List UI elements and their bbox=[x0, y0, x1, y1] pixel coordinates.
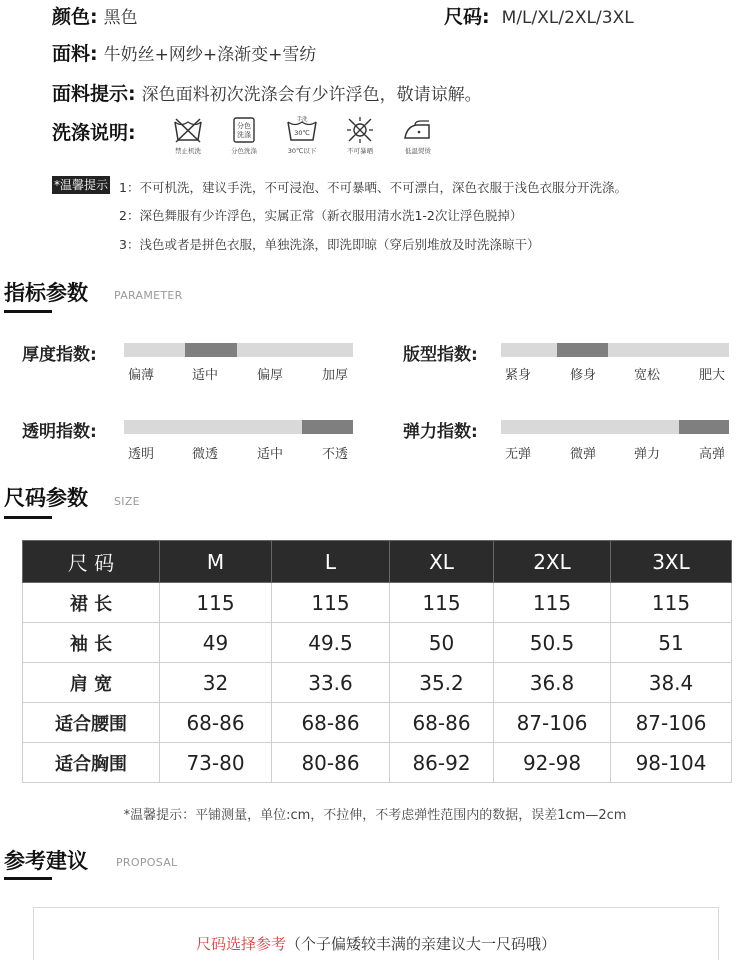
fabric-tip-value: 深色面料初次洗涤会有少许浮色，敬请谅解。 bbox=[141, 85, 482, 105]
thickness-index-bar bbox=[124, 343, 353, 357]
table-cell: 51 bbox=[611, 623, 732, 663]
hand-wash-30-icon bbox=[274, 116, 330, 162]
size-section-underline bbox=[4, 516, 52, 519]
table-cell: 32 bbox=[160, 663, 272, 703]
size-table-header: XL bbox=[390, 541, 494, 583]
table-row bbox=[23, 583, 732, 623]
fabric-tip-label: 面料提示: bbox=[52, 83, 136, 105]
no-sun-dry-icon bbox=[332, 116, 388, 162]
thickness-index-label: 厚度指数: bbox=[22, 345, 97, 365]
transparency-index-marker bbox=[302, 420, 353, 434]
fabric-value: 牛奶丝+网纱+涤渐变+雪纺 bbox=[103, 45, 317, 65]
transparency-index-label: 透明指数: bbox=[22, 422, 97, 442]
elasticity-option: 无弹 bbox=[505, 447, 532, 462]
table-cell: 115 bbox=[611, 583, 732, 623]
thickness-option: 加厚 bbox=[322, 368, 349, 383]
proposal-section-title: 参考建议 bbox=[4, 849, 88, 873]
table-cell: 98-104 bbox=[611, 743, 732, 783]
table-cell: 68-86 bbox=[160, 703, 272, 743]
table-row bbox=[23, 703, 732, 743]
thickness-option: 偏厚 bbox=[257, 368, 284, 383]
separate-wash-icon-text: 分色 bbox=[237, 122, 251, 130]
size-table-header: 尺 码 bbox=[23, 541, 160, 583]
wash-icon-caption: 不可暴晒 bbox=[347, 147, 373, 155]
size-table-header: M bbox=[160, 541, 272, 583]
table-cell: 38.4 bbox=[611, 663, 732, 703]
thickness-option: 偏薄 bbox=[128, 368, 155, 383]
param-section-underline bbox=[4, 310, 52, 313]
color-value: 黑色 bbox=[103, 8, 138, 28]
svg-text:洗涤: 洗涤 bbox=[237, 131, 251, 139]
elasticity-option: 微弹 bbox=[570, 447, 597, 462]
table-cell: 50 bbox=[390, 623, 494, 663]
size-label: 尺码: bbox=[444, 6, 490, 28]
color-label: 颜色: bbox=[52, 6, 98, 28]
elasticity-index-label: 弹力指数: bbox=[403, 422, 478, 442]
row-header: 肩 宽 bbox=[23, 663, 160, 703]
low-temp-iron-icon bbox=[390, 116, 446, 162]
wash-label: 洗涤说明: bbox=[52, 122, 136, 144]
table-cell: 115 bbox=[494, 583, 611, 623]
table-cell: 86-92 bbox=[390, 743, 494, 783]
thickness-index-marker bbox=[185, 343, 237, 357]
table-cell: 87-106 bbox=[494, 703, 611, 743]
fit-index-bar bbox=[501, 343, 729, 357]
wash-icon-caption: 分色洗涤 bbox=[231, 147, 257, 155]
wash-icon-caption: 低温熨烫 bbox=[405, 147, 431, 155]
size-table-header: L bbox=[272, 541, 390, 583]
proposal-section-underline bbox=[4, 877, 52, 880]
tip-line-3: 3：浅色或者是拼色衣服，单独洗涤，即洗即晾（穿后别堆放及时洗涤晾干） bbox=[119, 237, 540, 252]
row-header: 裙 长 bbox=[23, 583, 160, 623]
table-cell: 115 bbox=[160, 583, 272, 623]
size-table-header: 2XL bbox=[494, 541, 611, 583]
size-section-subtitle: SIZE bbox=[114, 495, 140, 508]
table-row bbox=[23, 743, 732, 783]
wash-row bbox=[52, 118, 136, 145]
color-row bbox=[52, 2, 138, 29]
fit-option: 修身 bbox=[570, 368, 597, 383]
separate-wash-icon bbox=[216, 116, 272, 162]
fit-index-label: 版型指数: bbox=[403, 345, 478, 365]
table-cell: 87-106 bbox=[611, 703, 732, 743]
fit-option: 肥大 bbox=[699, 368, 726, 383]
table-cell: 80-86 bbox=[272, 743, 390, 783]
svg-text:30℃: 30℃ bbox=[294, 129, 310, 137]
row-header: 适合胸围 bbox=[23, 743, 160, 783]
size-table-header-row bbox=[23, 541, 732, 583]
table-cell: 49 bbox=[160, 623, 272, 663]
elasticity-option: 高弹 bbox=[699, 447, 726, 462]
transparency-option: 不透 bbox=[322, 447, 349, 462]
size-table bbox=[22, 540, 732, 783]
row-header: 袖 长 bbox=[23, 623, 160, 663]
size-value: M/L/XL/2XL/3XL bbox=[501, 8, 634, 28]
elasticity-index-bar bbox=[501, 420, 729, 434]
table-row bbox=[23, 623, 732, 663]
table-cell: 36.8 bbox=[494, 663, 611, 703]
transparency-option: 适中 bbox=[257, 447, 284, 462]
table-cell: 49.5 bbox=[272, 623, 390, 663]
table-row bbox=[23, 663, 732, 703]
wash-icon-caption: 30℃以下 bbox=[287, 147, 317, 155]
size-section-title: 尺码参数 bbox=[4, 486, 88, 510]
thickness-option: 适中 bbox=[192, 368, 219, 383]
size-table-header: 3XL bbox=[611, 541, 732, 583]
fabric-row bbox=[52, 39, 316, 66]
elasticity-option: 弹力 bbox=[634, 447, 661, 462]
elasticity-index-marker bbox=[679, 420, 729, 434]
table-cell: 68-86 bbox=[272, 703, 390, 743]
table-cell: 73-80 bbox=[160, 743, 272, 783]
proposal-box bbox=[33, 907, 719, 960]
param-section-subtitle: PARAMETER bbox=[114, 289, 183, 302]
param-section-title: 指标参数 bbox=[4, 281, 88, 305]
fit-index-marker bbox=[557, 343, 608, 357]
proposal-section-subtitle: PROPOSAL bbox=[116, 856, 178, 869]
tip-line-2: 2：深色舞服有少许浮色，实属正常（新衣服用清水洗1-2次让浮色脱掉） bbox=[119, 208, 523, 223]
fit-option: 宽松 bbox=[634, 368, 661, 383]
table-cell: 92-98 bbox=[494, 743, 611, 783]
transparency-option: 透明 bbox=[128, 447, 155, 462]
fabric-tip-row bbox=[52, 79, 482, 106]
table-cell: 68-86 bbox=[390, 703, 494, 743]
size-row bbox=[444, 2, 634, 29]
fabric-label: 面料: bbox=[52, 43, 98, 65]
size-note: *温馨提示：平铺测量，单位:cm，不拉伸，不考虑弹性范围内的数据，误差1cm—2cm bbox=[123, 808, 627, 823]
proposal-text bbox=[34, 933, 718, 954]
table-cell: 33.6 bbox=[272, 663, 390, 703]
wash-icon-caption: 禁止机洗 bbox=[175, 147, 201, 155]
svg-text:手洗: 手洗 bbox=[296, 117, 308, 123]
proposal-highlight: 尺码选择参考 bbox=[195, 935, 286, 953]
transparency-index-bar bbox=[124, 420, 353, 434]
no-machine-wash-icon bbox=[160, 116, 216, 162]
row-header: 适合腰围 bbox=[23, 703, 160, 743]
proposal-body: （个子偏矮较丰满的亲建议大一尺码哦） bbox=[286, 935, 557, 953]
table-cell: 35.2 bbox=[390, 663, 494, 703]
table-cell: 50.5 bbox=[494, 623, 611, 663]
table-cell: 115 bbox=[272, 583, 390, 623]
tip-badge: *温馨提示 bbox=[54, 178, 109, 192]
tip-line-1: 1：不可机洗，建议手洗，不可浸泡、不可暴晒、不可漂白，深色衣服于浅色衣服分开洗涤。 bbox=[119, 180, 627, 195]
fit-option: 紧身 bbox=[505, 368, 532, 383]
transparency-option: 微透 bbox=[192, 447, 219, 462]
table-cell: 115 bbox=[390, 583, 494, 623]
